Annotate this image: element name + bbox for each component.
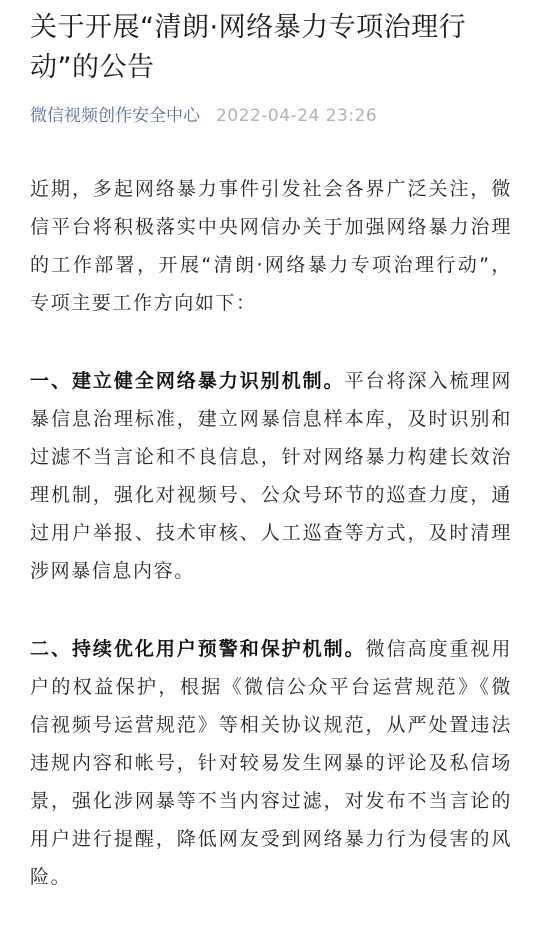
article-content [30,170,512,896]
section-heading: 二、持续优化用户预警和保护机制。 [30,638,366,660]
paragraph-section-1 [30,362,512,590]
publish-time: 2022-04-24 23:26 [216,106,378,126]
paragraph-text: 平台将深入梳理网暴信息治理标准，建立网暴信息样本库，及时识别和过滤不当言论和不良信息，针对网络暴力构建长效治理机制，强化对视频号、公众号环节的巡查力度，通过用户举报、技术审核、人工巡查等方式，及时清理涉网暴信息内容。 [30,370,512,582]
article-title: 关于开展“清朗·网络暴力专项治理行动”的公告 [30,12,467,83]
section-heading: 一、建立健全网络暴力识别机制。 [30,370,345,392]
article-meta [30,104,512,128]
paragraph-section-2 [30,630,512,896]
author-link[interactable]: 微信视频创作安全中心 [30,106,200,126]
paragraph-intro [30,170,512,322]
paragraph-text: 近期，多起网络暴力事件引发社会各界广泛关注，微信平台将积极落实中央网信办关于加强网络暴力治理的工作部署，开展“清朗·网络暴力专项治理行动”，专项主要工作方向如下： [30,178,512,314]
paragraph-text: 微信高度重视用户的权益保护，根据《微信公众平台运营规范》《微信视频号运营规范》等相关协议规范，从严处置违法违规内容和帐号，针对较易发生网暴的评论及私信场景，强化涉网暴等不当内容过滤，对发布不当言论的用户进行提醒，降低网友受到网络暴力行为侵害的风险。 [30,638,512,888]
